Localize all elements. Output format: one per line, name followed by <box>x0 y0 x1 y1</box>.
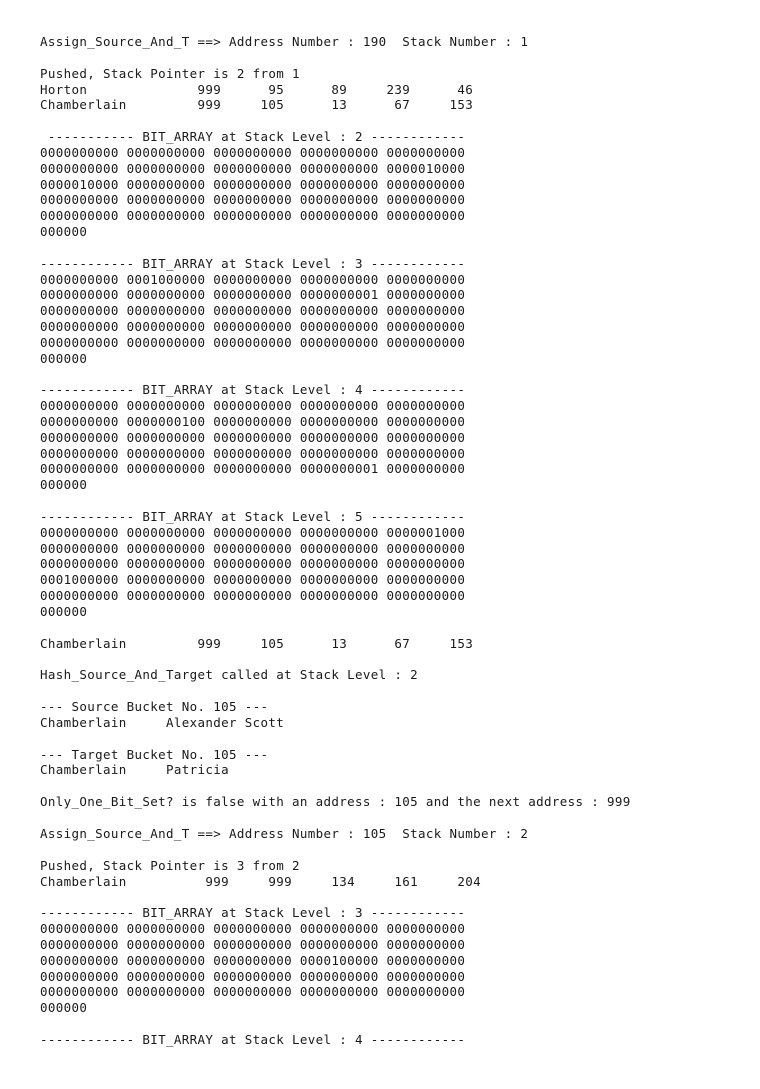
trace-line: Chamberlain Alexander Scott <box>40 714 285 730</box>
bit-array-row: 000000 <box>40 603 88 619</box>
block-spacer <box>40 842 740 858</box>
bit-array-row: 0000000000 0000000000 0000000000 0000000000 0000010000 <box>40 160 466 176</box>
bit-array-row: 0000000000 0000000000 0000000000 0000000000 0000000000 <box>40 192 466 208</box>
trace-line: Pushed, Stack Pointer is 3 from 2 <box>40 857 300 873</box>
block-spacer <box>40 113 740 129</box>
bit-array-row: 0000000000 0000000000 0000000000 0000000000 0000000000 <box>40 429 466 445</box>
bit-array-row: 000000 <box>40 350 88 366</box>
bit-array-row: 0000000000 0000000000 0000000000 0000000000 0000000000 <box>40 587 466 603</box>
bit-array-header: ------------ BIT_ARRAY at Stack Level : 4 ------------ <box>40 1032 466 1048</box>
bit-array-row: 0000000000 0000000000 0000000000 0000000000 0000000000 <box>40 984 466 1000</box>
block-spacer <box>40 889 740 905</box>
trace-block-13 <box>40 905 740 1016</box>
trace-block-8 <box>40 699 740 731</box>
trace-line: Chamberlain Patricia <box>40 762 230 778</box>
bit-array-header: ------------ BIT_ARRAY at Stack Level : 3 ------------ <box>40 255 466 271</box>
block-spacer <box>40 493 740 509</box>
bit-array-row: 0000000000 0000000000 0000000000 0000000000 0000001000 <box>40 524 466 540</box>
trace-block-12 <box>40 858 740 890</box>
trace-line: Hash_Source_And_Target called at Stack Level : 2 <box>40 667 419 683</box>
trace-block-1 <box>40 66 740 113</box>
block-spacer <box>40 651 740 667</box>
trace-block-10 <box>40 794 740 810</box>
trace-line: Chamberlain 999 105 13 67 153 <box>40 97 474 113</box>
block-spacer <box>40 810 740 826</box>
bit-array-row: 000000 <box>40 223 88 239</box>
bit-array-row: 0000000000 0000000000 0000000000 0000000000 0000000000 <box>40 398 466 414</box>
bit-array-row: 0000000000 0000000000 0000000000 0000000000 0000000000 <box>40 318 466 334</box>
block-spacer <box>40 1016 740 1032</box>
bit-array-row: 0001000000 0000000000 0000000000 0000000000 0000000000 <box>40 572 466 588</box>
bit-array-row: 0000000000 0000000000 0000000000 0000000000 0000000000 <box>40 445 466 461</box>
block-spacer <box>40 778 740 794</box>
trace-block-6 <box>40 636 740 652</box>
trace-line: Assign_Source_And_T ==> Address Number : 190 Stack Number : 1 <box>40 34 529 49</box>
bit-array-row: 0000000000 0000000000 0000000000 0000000000 0000000000 <box>40 937 466 953</box>
block-spacer <box>40 683 740 699</box>
block-spacer <box>40 50 740 66</box>
block-spacer <box>40 240 740 256</box>
bit-array-row: 0000000000 0000000000 0000000000 0000000000 0000000000 <box>40 968 466 984</box>
bit-array-row: 0000010000 0000000000 0000000000 0000000000 0000000000 <box>40 176 466 192</box>
trace-block-2 <box>40 129 740 240</box>
bit-array-row: 0000000000 0000000000 0000000000 0000000000 0000000000 <box>40 334 466 350</box>
bit-array-row: 0000000000 0000000000 0000000000 0000000000 0000000000 <box>40 921 466 937</box>
trace-line: --- Target Bucket No. 105 --- <box>40 746 269 762</box>
bit-array-row: 0000000000 0000000000 0000000000 0000000000 0000000000 <box>40 208 466 224</box>
bit-array-row: 0000000000 0000000000 0000000000 0000000001 0000000000 <box>40 287 466 303</box>
bit-array-header: ------------ BIT_ARRAY at Stack Level : 4 ------------ <box>40 382 466 398</box>
trace-line: Chamberlain 999 999 134 161 204 <box>40 873 482 889</box>
bit-array-row: 0000000000 0000000000 0000000000 0000000001 0000000000 <box>40 461 466 477</box>
trace-block-7 <box>40 667 740 683</box>
trace-line: Assign_Source_And_T ==> Address Number : 105 Stack Number : 2 <box>40 826 529 842</box>
bit-array-header: ----------- BIT_ARRAY at Stack Level : 2 ------------ <box>40 129 466 145</box>
trace-line: --- Source Bucket No. 105 --- <box>40 699 269 715</box>
trace-block-9 <box>40 747 740 779</box>
bit-array-row: 0000000000 0000000000 0000000000 0000000000 0000000000 <box>40 303 466 319</box>
trace-block-11 <box>40 826 740 842</box>
bit-array-row: 0000000000 0000000100 0000000000 0000000000 0000000000 <box>40 413 466 429</box>
bit-array-row: 000000 <box>40 477 88 493</box>
bit-array-header: ------------ BIT_ARRAY at Stack Level : 5 ------------ <box>40 508 466 524</box>
trace-block-3 <box>40 256 740 367</box>
bit-array-row: 0000000000 0000000000 0000000000 0000000000 0000000000 <box>40 540 466 556</box>
trace-line: Chamberlain 999 105 13 67 153 <box>40 635 474 651</box>
block-spacer <box>40 366 740 382</box>
trace-block-14 <box>40 1032 740 1048</box>
trace-line: Only_One_Bit_Set? is false with an address : 105 and the next address : 999 <box>40 794 631 810</box>
trace-block-4 <box>40 382 740 493</box>
trace-block-5 <box>40 509 740 620</box>
trace-block-0 <box>40 34 740 50</box>
trace-line: Horton 999 95 89 239 46 <box>40 81 474 97</box>
program-trace-printout <box>40 34 740 1048</box>
block-spacer <box>40 731 740 747</box>
bit-array-row: 0000000000 0000000000 0000000000 0000000000 0000000000 <box>40 144 466 160</box>
bit-array-header: ------------ BIT_ARRAY at Stack Level : 3 ------------ <box>40 905 466 921</box>
bit-array-row: 0000000000 0000000000 0000000000 0000000000 0000000000 <box>40 556 466 572</box>
bit-array-row: 0000000000 0000000000 0000000000 0000100000 0000000000 <box>40 952 466 968</box>
bit-array-row: 0000000000 0001000000 0000000000 0000000000 0000000000 <box>40 271 466 287</box>
trace-line: Pushed, Stack Pointer is 2 from 1 <box>40 65 300 81</box>
block-spacer <box>40 620 740 636</box>
bit-array-row: 000000 <box>40 1000 88 1016</box>
